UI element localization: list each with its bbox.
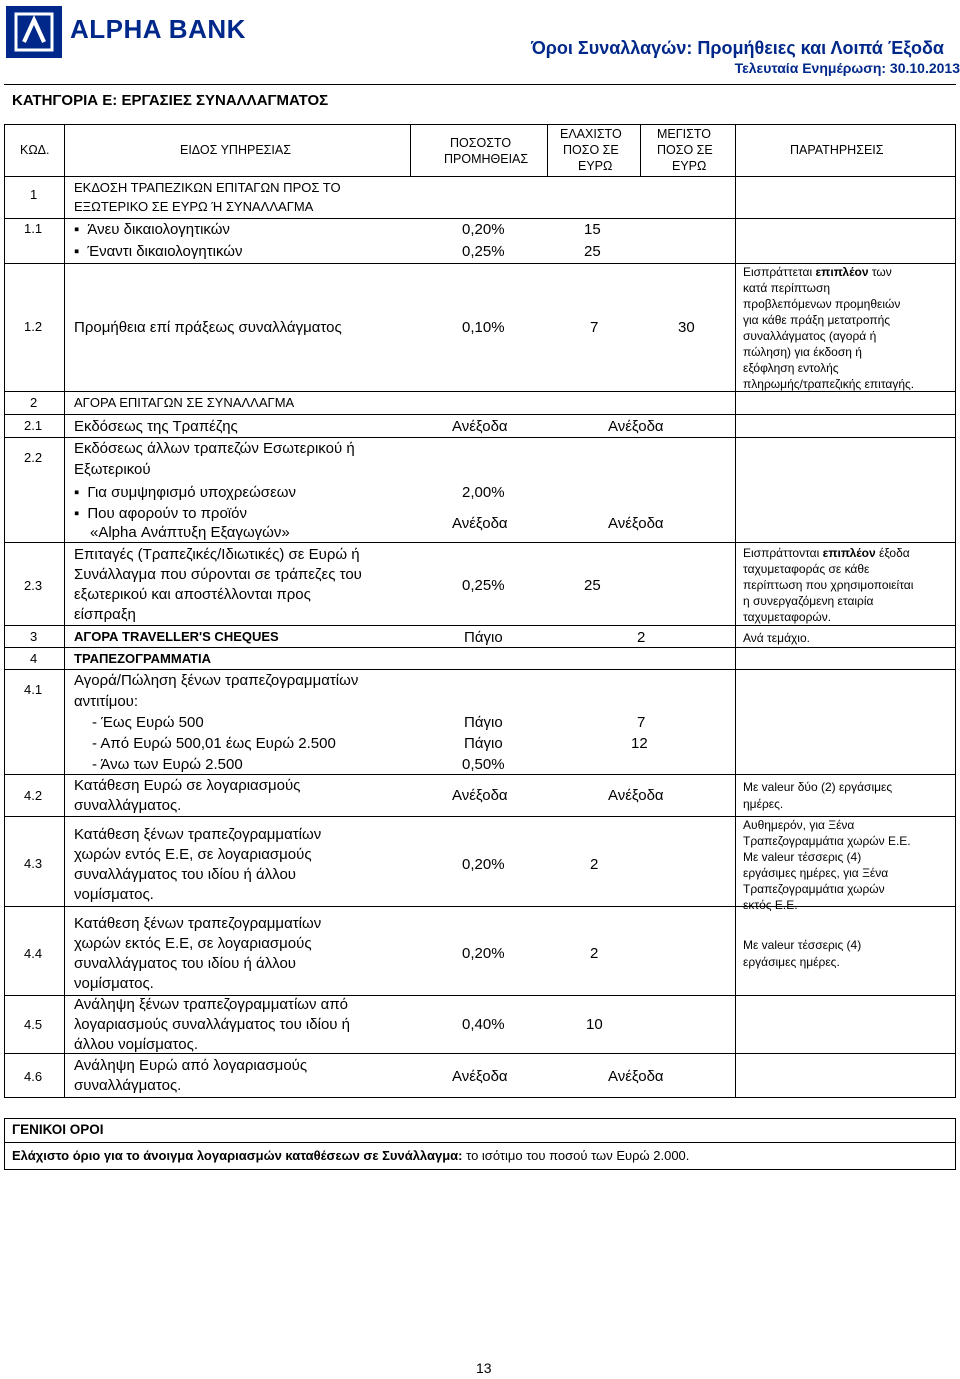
row-code: 2.1 — [24, 418, 43, 433]
col-header-min: ΠΟΣΟ ΣΕ — [563, 143, 619, 157]
item-label: ▪ Που αφορούν το προϊόν — [74, 505, 247, 522]
row-code: 1 — [30, 187, 38, 202]
item-label: Συνάλλαγμα που σύρονται σε τράπεζες του — [74, 566, 362, 583]
note-line: πληρωμής/τραπεζικής επιταγής. — [743, 377, 915, 391]
col-header-code: ΚΩΔ. — [20, 143, 50, 157]
item-label: Εκδόσεως της Τραπέζης — [74, 418, 238, 435]
col-header-max: ΠΟΣΟ ΣΕ — [657, 143, 713, 157]
row-divider — [4, 414, 956, 415]
item-pct: Ανέξοδα — [452, 515, 508, 532]
row-title: ΑΓΟΡΑ TRAVELLER'S CHEQUES — [74, 629, 279, 644]
brand-name: ALPHA BANK — [70, 14, 246, 44]
item-min: 25 — [584, 243, 601, 260]
item-label: ▪ Άνευ δικαιολογητικών — [74, 221, 230, 238]
item-min: 2 — [590, 945, 599, 962]
item-max: Ανέξοδα — [608, 1068, 664, 1085]
item-pct: 0,40% — [462, 1016, 505, 1033]
row-divider — [4, 437, 956, 438]
item-label: «Alpha Ανάπτυξη Εξαγωγών» — [90, 524, 290, 541]
item-pct: 0,25% — [462, 243, 505, 260]
row-code: 4.3 — [24, 856, 43, 871]
item-min: 2 — [637, 629, 646, 646]
note-line: Με valeur τέσσερις (4) — [743, 850, 862, 864]
note-line: Εισπράττονται επιπλέον έξοδα — [743, 546, 910, 560]
row-code: 3 — [30, 629, 38, 644]
note-line: πώληση) για έκδοση ή — [743, 345, 862, 359]
note-line: κατά περίπτωση — [743, 281, 831, 295]
bank-logo-icon — [6, 6, 62, 58]
col-divider — [547, 124, 548, 176]
item-min: 10 — [586, 1016, 603, 1033]
general-terms-title: ΓΕΝΙΚΟΙ ΟΡΟΙ — [12, 1122, 104, 1137]
row-divider — [4, 625, 956, 626]
note-line: ταχυμεταφοράς σε κάθε — [743, 562, 870, 576]
note-line: Με valeur τέσσερις (4) — [743, 938, 862, 952]
row-title: ΤΡΑΠΕΖΟΓΡΑΜΜΑΤΙΑ — [74, 651, 211, 666]
item-label: συναλλάγματος του ιδίου ή άλλου — [74, 955, 296, 972]
row-code: 4.5 — [24, 1017, 43, 1032]
note-line: για κάθε πράξη μετατροπής — [743, 313, 891, 327]
col-divider — [735, 124, 736, 1098]
item-label: συναλλάγματος. — [74, 797, 182, 814]
row-title: ΑΓΟΡΑ ΕΠΙΤΑΓΩΝ ΣΕ ΣΥΝΑΛΛΑΓΜΑ — [74, 395, 295, 410]
item-label: - Από Ευρώ 500,01 έως Ευρώ 2.500 — [92, 735, 336, 752]
item-label: Προμήθεια επί πράξεως συναλλάγματος — [74, 319, 342, 336]
note-line: εξόφληση εντολής — [743, 361, 839, 375]
row-divider — [4, 669, 956, 670]
general-terms-text: Ελάχιστο όριο για το άνοιγμα λογαριασμών καταθέσεων σε Συνάλλαγμα: το ισότιμο του ποσού των Ευρώ 2.000. — [12, 1148, 690, 1163]
item-label: αντιτίμου: — [74, 693, 139, 710]
item-pct: Πάγιο — [464, 714, 503, 731]
item-max: Ανέξοδα — [608, 418, 664, 435]
note-line: ταχυμεταφορών. — [743, 610, 832, 624]
item-pct: 0,20% — [462, 856, 505, 873]
item-label: Ανάληψη Ευρώ από λογαριασμούς — [74, 1057, 308, 1074]
item-label: Επιταγές (Τραπεζικές/Ιδιωτικές) σε Ευρώ ή — [74, 546, 360, 563]
item-label: Εξωτερικού — [74, 461, 151, 478]
item-label: άλλου νομίσματος. — [74, 1036, 198, 1053]
row-code: 2 — [30, 395, 38, 410]
row-divider — [4, 906, 956, 907]
row-divider — [4, 218, 956, 219]
row-code: 4.2 — [24, 788, 43, 803]
category-title: ΚΑΤΗΓΟΡΙΑ Ε: ΕΡΓΑΣΙΕΣ ΣΥΝΑΛΛΑΓΜΑΤΟΣ — [12, 92, 329, 109]
item-label: χωρών εντός Ε.Ε, σε λογαριασμούς — [74, 846, 312, 863]
item-label: Κατάθεση ξένων τραπεζογραμματίων — [74, 915, 322, 932]
row-divider — [4, 774, 956, 775]
row-code: 4.6 — [24, 1069, 43, 1084]
row-code: 4.4 — [24, 946, 43, 961]
item-min: 7 — [637, 714, 646, 731]
item-pct: Ανέξοδα — [452, 1068, 508, 1085]
row-divider — [4, 542, 956, 543]
last-updated: Τελευταία Ενημέρωση: 30.10.2013 — [734, 60, 960, 76]
item-label: Κατάθεση Ευρώ σε λογαριασμούς — [74, 777, 301, 794]
col-header-pct: ΠΡΟΜΗΘΕΙΑΣ — [444, 152, 529, 166]
bank-logo — [6, 6, 62, 58]
note-line: εκτός Ε.Ε. — [743, 898, 798, 912]
item-pct: 0,50% — [462, 756, 505, 773]
item-label: εξωτερικού και αποστέλλονται προς — [74, 586, 311, 603]
item-min: 7 — [590, 319, 599, 336]
col-header-min: ΕΛΑΧΙΣΤΟ — [560, 127, 622, 141]
item-label: λογαριασμούς συναλλάγματος του ιδίου ή — [74, 1016, 351, 1033]
col-header-min: ΕΥΡΩ — [578, 159, 613, 173]
item-pct: 2,00% — [462, 484, 505, 501]
item-label: Κατάθεση ξένων τραπεζογραμματίων — [74, 826, 322, 843]
item-label: νομίσματος. — [74, 975, 154, 992]
row-code: 2.2 — [24, 450, 43, 465]
item-label: νομίσματος. — [74, 886, 154, 903]
row-divider — [4, 1142, 956, 1143]
item-max: Ανέξοδα — [608, 787, 664, 804]
note-line: ημέρες. — [743, 797, 784, 811]
note-line: Αυθημερόν, για Ξένα — [743, 818, 855, 832]
item-max: 30 — [678, 319, 695, 336]
col-divider — [410, 124, 411, 176]
item-label: Εκδόσεως άλλων τραπεζών Εσωτερικού ή — [74, 440, 355, 457]
item-pct: Ανέξοδα — [452, 418, 508, 435]
item-min: 15 — [584, 221, 601, 238]
item-label: - Έως Ευρώ 500 — [92, 714, 204, 731]
item-pct: Πάγιο — [464, 735, 503, 752]
col-header-notes: ΠΑΡΑΤΗΡΗΣΕΙΣ — [790, 143, 884, 157]
col-header-pct: ΠΟΣΟΣΤΟ — [450, 136, 512, 150]
document-title: Όροι Συναλλαγών: Προμήθειες και Λοιπά Έξοδα — [530, 38, 944, 58]
row-divider — [4, 1053, 956, 1054]
row-divider — [4, 176, 956, 177]
col-header-type: ΕΙΔΟΣ ΥΠΗΡΕΣΙΑΣ — [180, 143, 291, 157]
note-line: προβλεπόμενων προμηθειών — [743, 297, 901, 311]
row-title: ΕΚΔΟΣΗ ΤΡΑΠΕΖΙΚΩΝ ΕΠΙΤΑΓΩΝ ΠΡΟΣ ΤΟ — [74, 180, 341, 195]
note-line: Ανά τεμάχιο. — [743, 631, 810, 645]
item-label: - Άνω των Ευρώ 2.500 — [92, 756, 243, 773]
col-divider — [64, 124, 65, 1098]
note-line: Με valeur δύο (2) εργάσιμες — [743, 780, 893, 794]
row-code: 2.3 — [24, 578, 43, 593]
note-line: περίπτωση που χρησιμοποιείται — [743, 578, 914, 592]
item-min: 12 — [631, 735, 648, 752]
item-pct: 0,20% — [462, 945, 505, 962]
row-code: 4 — [30, 651, 38, 666]
item-min: 2 — [590, 856, 599, 873]
row-code: 4.1 — [24, 682, 43, 697]
row-divider — [4, 647, 956, 648]
item-pct: 0,10% — [462, 319, 505, 336]
item-label: ▪ Έναντι δικαιολογητικών — [74, 243, 243, 260]
note-line: εργάσιμες ημέρες. — [743, 955, 840, 969]
item-min: 25 — [584, 577, 601, 594]
item-label: Αγορά/Πώληση ξένων τραπεζογραμματίων — [74, 672, 359, 689]
col-header-max: ΜΕΓΙΣΤΟ — [657, 127, 711, 141]
row-title: ΕΞΩΤΕΡΙΚΟ ΣΕ ΕΥΡΩ Ή ΣΥΝΑΛΛΑΓΜΑ — [74, 199, 314, 214]
row-code: 1.1 — [24, 221, 43, 236]
col-header-max: ΕΥΡΩ — [672, 159, 707, 173]
note-line: συναλλάγματος (αγορά ή — [743, 329, 877, 343]
item-label: ▪ Για συμψηφισμό υποχρεώσεων — [74, 484, 296, 501]
note-line: Τραπεζογραμμάτια χωρών — [743, 882, 885, 896]
item-max: Ανέξοδα — [608, 515, 664, 532]
item-pct: 0,25% — [462, 577, 505, 594]
note-line: Τραπεζογραμμάτια χωρών Ε.Ε. — [743, 834, 911, 848]
item-label: συναλλάγματος του ιδίου ή άλλου — [74, 866, 296, 883]
item-pct: Πάγιο — [464, 629, 503, 646]
note-line: Εισπράττεται επιπλέον των — [743, 265, 892, 279]
item-label: είσπραξη — [74, 606, 136, 623]
item-label: χωρών εκτός Ε.Ε, σε λογαριασμούς — [74, 935, 312, 952]
note-line: η συνεργαζόμενη εταιρία — [743, 594, 874, 608]
page-number: 13 — [476, 1360, 492, 1376]
col-divider — [640, 124, 641, 176]
note-line: εργάσιμες ημέρες, για Ξένα — [743, 866, 889, 880]
row-code: 1.2 — [24, 319, 43, 334]
item-label: συναλλάγματος. — [74, 1077, 182, 1094]
item-label: Ανάληψη ξένων τραπεζογραμματίων από — [74, 996, 349, 1013]
item-pct: Ανέξοδα — [452, 787, 508, 804]
item-pct: 0,20% — [462, 221, 505, 238]
